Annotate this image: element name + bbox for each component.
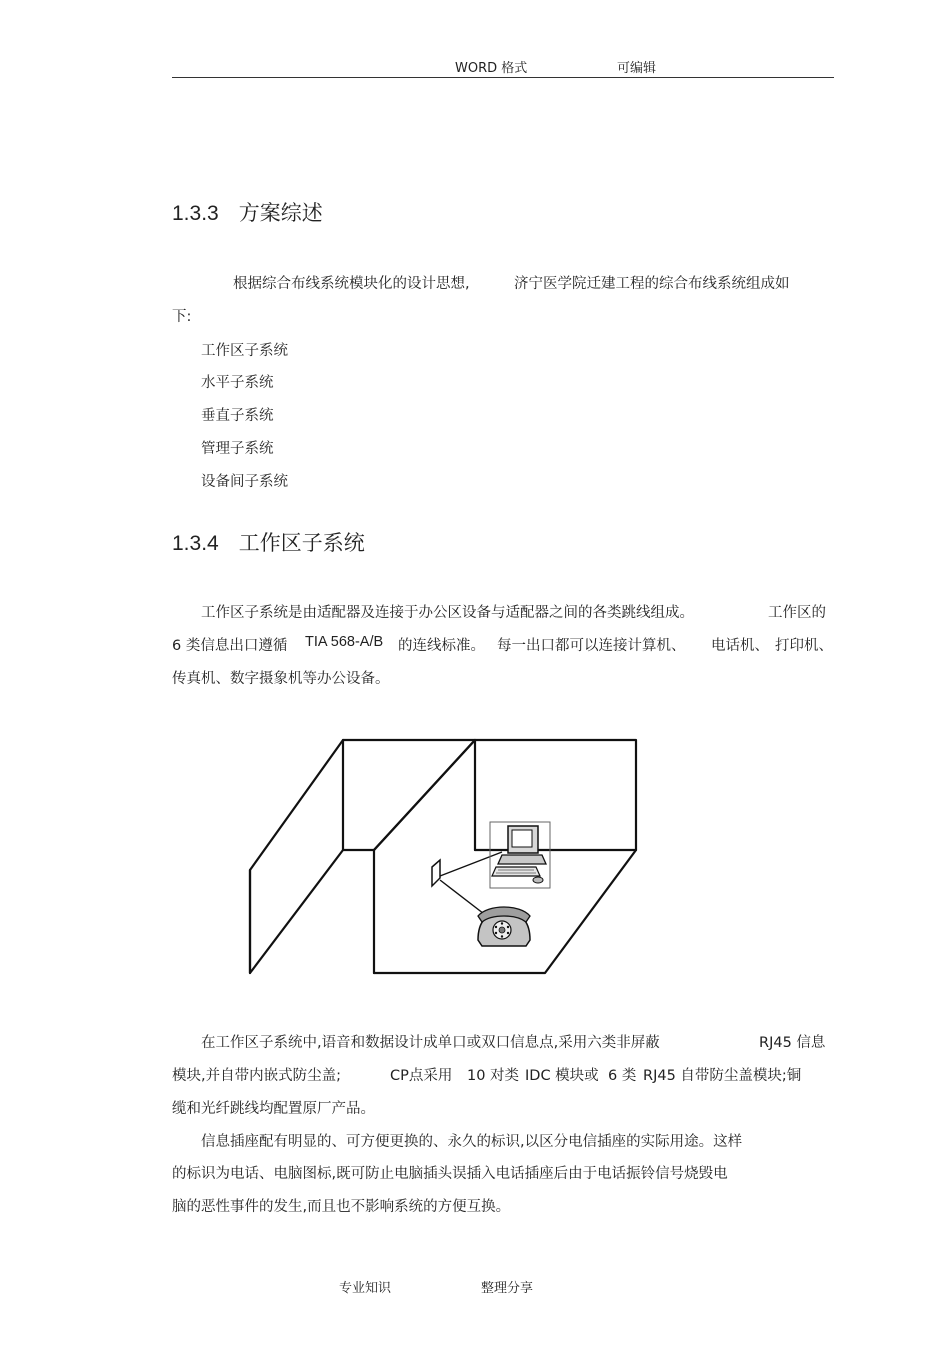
header-left: WORD 格式 xyxy=(455,61,528,76)
para2-line1a: 在工作区子系统中,语音和数据设计成单口或双口信息点,采用六类非屏蔽 xyxy=(201,1035,660,1051)
section-title: 工作区子系统 xyxy=(238,531,365,555)
para3-line1: 信息插座配有明显的、可方便更换的、永久的标识,以区分电信插座的实际用途。这样 xyxy=(201,1134,743,1150)
para1-line2c: 的连线标准。 xyxy=(398,638,485,654)
para2-line2d: IDC 模块或 xyxy=(525,1068,599,1084)
para2-line2c: 10 对类 xyxy=(467,1068,520,1084)
para1-line2a: 6 类信息出口遵循 xyxy=(172,638,288,654)
para1-line2b: TIA 568-A/B xyxy=(305,634,384,650)
section-heading-133 xyxy=(172,197,323,227)
para1-line1a: 工作区子系统是由适配器及连接于办公区设备与适配器之间的各类跳线组成。 xyxy=(201,605,694,621)
list-item: 设备间子系统 xyxy=(201,474,288,490)
section-title: 方案综述 xyxy=(238,201,323,225)
list-item: 水平子系统 xyxy=(201,375,274,391)
footer-left: 专业知识 xyxy=(339,1281,392,1296)
para2-line3: 缆和光纤跳线均配置原厂产品。 xyxy=(172,1101,375,1117)
para1-line2f: 打印机、 xyxy=(775,638,833,654)
list-item: 管理子系统 xyxy=(201,441,274,457)
header-right: 可编辑 xyxy=(617,61,657,76)
telephone-icon xyxy=(478,907,530,946)
work-area-diagram xyxy=(240,730,650,985)
para1-line1b: 工作区的 xyxy=(768,605,826,621)
wall-outlet-icon xyxy=(432,860,440,886)
para3-line3: 脑的恶性事件的发生,而且也不影响系统的方便互换。 xyxy=(172,1199,511,1215)
section-number: 1.3.3 xyxy=(172,202,219,225)
left-room-wall xyxy=(250,740,475,973)
list-item: 工作区子系统 xyxy=(201,343,288,359)
section-number: 1.3.4 xyxy=(172,532,219,555)
para2-line2a: 模块,并自带内嵌式防尘盖; xyxy=(172,1068,341,1084)
para3-line2: 的标识为电话、电脑图标,既可防止电脑插头误插入电话插座后由于电话振铃信号烧毁电 xyxy=(172,1166,728,1182)
intro-part1: 根据综合布线系统模块化的设计思想, xyxy=(233,276,470,292)
para2-line2b: CP点采用 xyxy=(390,1068,453,1084)
para1-line2d: 每一出口都可以连接计算机、 xyxy=(497,638,686,654)
para1-line2e: 电话机、 xyxy=(711,638,769,654)
footer-right: 整理分享 xyxy=(481,1281,534,1296)
partition-wall xyxy=(374,740,475,850)
computer-icon xyxy=(490,822,550,888)
para2-line2f: RJ45 自带防尘盖模块;铜 xyxy=(643,1068,802,1084)
intro-part3: 下: xyxy=(172,309,192,325)
list-item: 垂直子系统 xyxy=(201,408,274,424)
header-rule xyxy=(172,77,834,78)
para1-line3: 传真机、数字摄象机等办公设备。 xyxy=(172,671,390,687)
para2-line2e: 6 类 xyxy=(608,1068,637,1084)
para2-line1b: RJ45 信息 xyxy=(759,1035,826,1051)
section-heading-134 xyxy=(172,527,365,557)
intro-part2: 济宁医学院迁建工程的综合布线系统组成如 xyxy=(514,276,790,292)
